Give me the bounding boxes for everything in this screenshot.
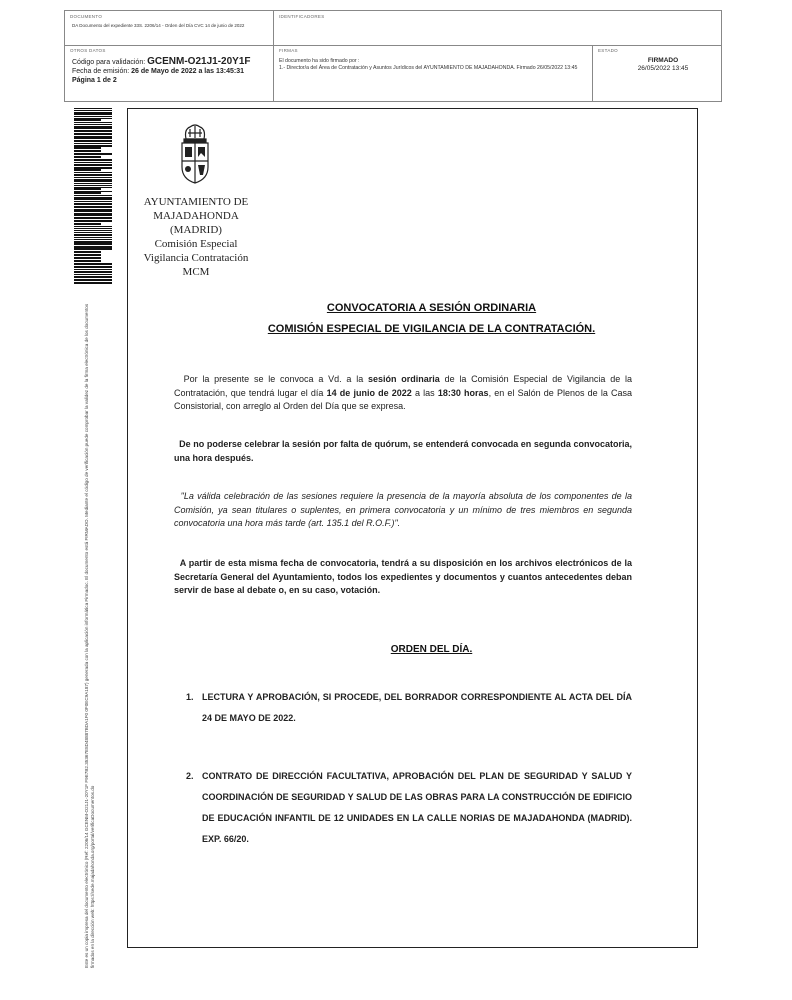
- institution-line-6: MCM: [182, 266, 210, 278]
- barcode-stripe: [74, 226, 112, 227]
- barcode-stripe: [74, 185, 112, 186]
- barcode-stripe: [74, 134, 112, 135]
- barcode-stripe: [74, 269, 112, 270]
- barcode-stripe: [74, 230, 112, 231]
- institution-block: [136, 195, 256, 279]
- barcode-stripe: [74, 263, 112, 265]
- firmas-line-1: El documento ha sido firmado por :: [279, 58, 360, 64]
- barcode-stripe: [74, 169, 101, 171]
- rof-quote-paragraph: "La válida celebración de las sesiones requiere la presencia de la mayoría absoluta de los componentes de la Comisión, ya sean titulares o suplentes, en primera convocatoria y un mínimo de tres miembros en segunda convocatoria una hora más tarde (art. 135.1 del R.O.F.)".: [174, 491, 632, 528]
- barcode-stripe: [74, 122, 112, 123]
- barcode-stripe: [74, 266, 112, 268]
- barcode-stripe: [74, 150, 101, 152]
- identificadores-cell: [274, 11, 721, 45]
- document-header: [64, 10, 722, 102]
- barcode-stripe: [74, 141, 112, 142]
- convocation-paragraph: Por la presente se le convoca a Vd. a la sesión ordinaria de la Comisión Especial de Vigilancia de la Contratación, que tendrá lugar el día 14 de junio de 2022 a las 18:30 horas, en el Salón de Plenos de la Casa Consistorial, con arreglo al Orden del Día que se expresa.: [174, 374, 633, 411]
- otros-datos-label: OTROS DATOS: [70, 48, 106, 53]
- barcode-stripe: [74, 108, 112, 109]
- barcode-stripe: [74, 211, 112, 212]
- documento-title: DA Documento del expediente 33S. 2206/14 - Orden del Día CVC 14 de junio de 2022: [72, 23, 245, 28]
- document-subtitle: COMISIÓN ESPECIAL DE VIGILANCIA DE LA CONTRATACIÓN.: [267, 323, 596, 335]
- barcode-stripe: [74, 232, 112, 233]
- barcode-stripe: [74, 147, 101, 149]
- institution-line-5: Vigilancia Contratación: [143, 252, 249, 264]
- barcode-stripe: [74, 206, 112, 208]
- barcode-stripe: [74, 243, 112, 245]
- firmas-label: FIRMAS: [279, 48, 298, 53]
- page-info: Página 1 de 2: [72, 77, 117, 84]
- header-top-row: [65, 11, 721, 46]
- barcode-stripe: [74, 116, 112, 117]
- barcode-stripe: [74, 198, 112, 200]
- estado-cell: [593, 45, 721, 101]
- availability-paragraph: A partir de esta misma fecha de convocatoria, tendrá a su disposición en los archivos electrónicos de la Secretaría General del Ayuntamiento, todos los expedientes y documentos y cuantos antecedentes deban servir de base al debate o, en su caso, votación.: [174, 558, 632, 595]
- barcode-stripe: [74, 195, 112, 196]
- barcode-stripe: [74, 217, 112, 219]
- barcode-stripe: [74, 188, 101, 190]
- estado-label: ESTADO: [598, 48, 618, 53]
- institution-line-3: (MADRID): [170, 224, 222, 236]
- barcode-stripe: [74, 251, 101, 253]
- agenda-item: 1. LECTURA Y APROBACIÓN, SI PROCEDE, DEL BORRADOR CORRESPONDIENTE AL ACTA DEL DÍA 24 DE MAYO DE 2022.: [186, 692, 632, 723]
- barcode-stripe: [74, 164, 112, 166]
- documento-label: DOCUMENTO: [70, 14, 103, 19]
- barcode-stripe: [74, 177, 112, 178]
- document-body: [127, 108, 698, 948]
- barcode-stripe: [74, 172, 112, 173]
- coat-of-arms-icon: [178, 123, 212, 187]
- barcode-stripe: [74, 248, 112, 250]
- validation-prefix: Código para validación:: [72, 59, 146, 66]
- barcode-stripe: [74, 130, 112, 132]
- barcode-stripe: [74, 183, 112, 184]
- barcode-stripe: [74, 234, 112, 236]
- firmas-cell: [274, 45, 593, 101]
- barcode-stripe: [74, 282, 112, 284]
- barcode-stripe: [74, 154, 112, 155]
- barcode-stripe: [74, 274, 112, 275]
- barcode-stripe: [74, 257, 101, 259]
- estado-value: FIRMADO: [647, 57, 679, 64]
- barcode-stripe: [74, 223, 101, 225]
- barcode-stripe: [74, 192, 101, 194]
- agenda-title: ORDEN DEL DÍA.: [390, 644, 473, 655]
- barcode-stripe: [74, 254, 101, 256]
- firmas-line-2: 1.- Director/a del Área de Contratación y Asuntos Jurídicos del AYUNTAMIENTO DE MAJADAHONDA. Firmado 26/05/2022 13:45: [279, 65, 578, 71]
- quorum-paragraph: De no poderse celebrar la sesión por falta de quórum, se entenderá convocada en segunda convocatoria, una hora después.: [174, 439, 632, 463]
- identificadores-label: IDENTIFICADORES: [279, 14, 325, 19]
- document-title: CONVOCATORIA A SESIÓN ORDINARIA: [326, 302, 537, 314]
- emission-prefix: Fecha de emisión:: [72, 68, 130, 75]
- barcode-stripe: [74, 114, 112, 115]
- barcode-stripe: [74, 143, 112, 144]
- emission-date: 26 de Mayo de 2022 a las 13:45:31: [131, 68, 245, 75]
- institution-line-2: MAJADAHONDA: [153, 210, 239, 222]
- institution-line-1: AYUNTAMIENTO DE: [143, 196, 249, 208]
- barcode-stripe: [74, 277, 112, 278]
- otros-datos-cell: [65, 45, 274, 101]
- barcode-stripe: [74, 175, 112, 176]
- barcode-stripe: [74, 110, 112, 111]
- barcode-stripe: [74, 160, 112, 161]
- barcode-stripe: [74, 239, 112, 240]
- barcode-stripe: [74, 203, 112, 205]
- barcode-stripe: [74, 124, 112, 125]
- barcode-stripe: [74, 156, 101, 158]
- estado-date: 26/05/2022 13:45: [637, 65, 689, 72]
- documento-cell: [65, 11, 274, 45]
- barcode-image: [74, 108, 112, 286]
- barcode-stripe: [74, 272, 112, 273]
- barcode-stripe: [74, 127, 112, 129]
- barcode-stripe: [74, 228, 112, 229]
- barcode-stripe: [74, 162, 112, 163]
- validation-code: GCENM-O21J1-20Y1F: [147, 56, 251, 67]
- barcode-stripe: [74, 180, 112, 182]
- barcode-stripe: [74, 220, 112, 222]
- barcode-stripe: [74, 201, 112, 202]
- barcode-stripe: [74, 260, 101, 262]
- barcode-stripe: [74, 215, 112, 216]
- barcode-stripe: [74, 279, 112, 281]
- barcode-stripe: [74, 237, 112, 238]
- institution-line-4: Comisión Especial: [154, 238, 238, 250]
- barcode-stripe: [74, 137, 112, 139]
- agenda-item: 2. CONTRATO DE DIRECCIÓN FACULTATIVA, APROBACIÓN DEL PLAN DE SEGURIDAD Y SALUD Y COORDINACIÓN DE SEGURIDAD Y SALUD DE LAS OBRAS PARA LA CONSTRUCCIÓN DE EDIFICIO DE EDUCACIÓN INFANTIL DE 12 UNIDADES EN LA CALLE NORIAS DE MAJADAHONDA (MADRID). EXP. 66/20.: [186, 771, 632, 844]
- barcode-stripe: [74, 119, 101, 121]
- verification-side-text: Este es un copia impresa del documento electrónico (Ref: 2206/14 GCENM-O21J1-20Y1F F9E7B2.35367E8D48887BDA1F0 0F0EC9A187) generada con la aplicación informática Firmadoc. El documento está FIRMADO. Mediante el código de verificación puede comprobar la validez de la firma electrónica de los documentos firmados en la dirección web: https://sede.majadahonda.org/portal/verificaDocumentos.do: [84, 303, 95, 968]
- header-bottom-row: [65, 45, 721, 101]
